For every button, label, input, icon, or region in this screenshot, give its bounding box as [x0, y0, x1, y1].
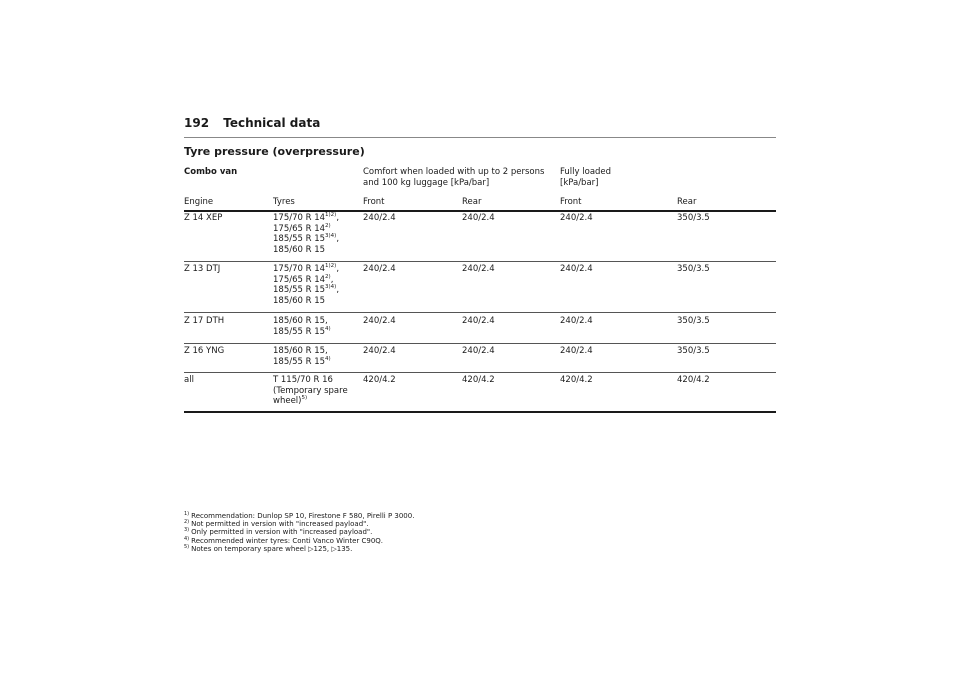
tyre-size: wheel) [273, 396, 302, 406]
tyre-separator: , [330, 274, 334, 285]
column-header-rear: Rear [462, 197, 482, 207]
footnote-reference: 2) [325, 273, 331, 280]
tyre-size: 185/55 R 15 [273, 285, 326, 295]
page-header [184, 116, 320, 130]
cell-pressure: 240/2.4 [560, 213, 593, 223]
cell-pressure: 240/2.4 [560, 346, 593, 356]
row-divider [184, 312, 776, 313]
tyre-size: 185/60 R 15 [273, 295, 326, 306]
tyre-size-line [273, 346, 331, 357]
page-reference[interactable]: 125, [313, 544, 330, 553]
table-bottom-rule [184, 411, 776, 413]
cell-tyres [273, 213, 339, 255]
footnote-reference: 3)4) [325, 284, 337, 290]
footnote-text: Only permitted in version with "increased payload". [191, 528, 373, 537]
footnote-mark: 4) [184, 535, 190, 542]
footnote-reference: 2) [325, 222, 331, 229]
cell-pressure: 240/2.4 [462, 264, 495, 274]
tyre-size-line [273, 234, 339, 245]
footnote [184, 528, 414, 536]
tyre-separator: , [336, 264, 340, 274]
comfort-group-line: and 100 kg luggage [kPa/bar] [363, 177, 490, 188]
cell-pressure: 240/2.4 [363, 316, 396, 326]
footnote-mark: 3) [184, 527, 190, 534]
footnote-reference: 5) [301, 395, 308, 401]
tyre-size-line [273, 327, 331, 338]
full-group-header [560, 167, 611, 188]
footnote-text: Recommendation: Dunlop SP 10, Firestone F 580, Pirelli P 3000. [191, 512, 415, 520]
page-reference-arrow-icon: ▷ [331, 544, 337, 553]
page-reference[interactable]: 135. [336, 544, 353, 553]
footnote-reference: 4) [325, 325, 331, 332]
tyre-size-line [273, 245, 339, 256]
row-divider [184, 343, 776, 344]
cell-engine: Z 17 DTH [184, 316, 225, 326]
cell-pressure: 240/2.4 [462, 213, 495, 223]
tyre-size: 175/65 R 14 [273, 223, 326, 234]
tyre-size-line [273, 316, 331, 327]
tyre-size: 185/60 R 15, [273, 346, 328, 356]
tyre-size: 185/55 R 15 [273, 356, 326, 367]
cell-tyres [273, 316, 331, 337]
cell-pressure: 350/3.5 [677, 316, 710, 326]
tyre-size-line [273, 386, 348, 397]
cell-pressure: 420/4.2 [560, 375, 593, 385]
cell-engine: Z 14 XEP [184, 213, 223, 223]
row-divider [184, 261, 776, 262]
cell-pressure: 240/2.4 [363, 264, 396, 274]
model-label: Combo van [184, 167, 238, 177]
tyre-size: 175/70 R 14 [273, 213, 326, 223]
cell-engine: Z 16 YNG [184, 346, 225, 356]
footnote-reference: 1)2) [325, 263, 337, 269]
page-title: Tyre pressure (overpressure) [184, 145, 365, 158]
tyre-size: 185/55 R 15 [273, 234, 326, 244]
cell-pressure: 420/4.2 [462, 375, 495, 385]
column-header-engine: Engine [184, 197, 214, 207]
tyre-size-line [273, 357, 331, 368]
page-reference-arrow-icon: ▷ [308, 544, 314, 553]
tyre-separator: , [336, 234, 340, 244]
tyre-size: (Temporary spare [273, 385, 348, 396]
column-header-front: Front [560, 197, 582, 207]
cell-tyres [273, 375, 348, 407]
page-number: 192 [184, 116, 210, 130]
cell-pressure: 350/3.5 [677, 346, 710, 356]
tyre-size-line [273, 296, 339, 307]
header-rule [184, 137, 776, 138]
tyre-separator: , [336, 213, 340, 223]
footnote-text: Recommended winter tyres: Conti Vanco Winter C90Q. [191, 536, 384, 545]
cell-pressure: 350/3.5 [677, 264, 710, 274]
row-divider [184, 372, 776, 373]
cell-pressure: 420/4.2 [363, 375, 396, 385]
tyre-size: 175/70 R 14 [273, 264, 326, 274]
tyre-size-line [273, 285, 339, 296]
tyre-separator: , [336, 285, 340, 295]
cell-pressure: 240/2.4 [462, 316, 495, 326]
cell-engine: Z 13 DTJ [184, 264, 221, 274]
cell-pressure: 240/2.4 [363, 213, 396, 223]
footnotes [184, 512, 414, 553]
tyre-size-line [273, 396, 348, 407]
footnote-mark: 5) [184, 543, 190, 550]
cell-engine: all [184, 375, 194, 385]
footnote-text: Not permitted in version with "increased payload". [191, 520, 369, 529]
cell-pressure: 240/2.4 [363, 346, 396, 356]
column-header-front: Front [363, 197, 385, 207]
footnote-reference: 3)4) [325, 233, 337, 239]
tyre-size: 185/55 R 15 [273, 326, 326, 337]
tyre-size: 185/60 R 15, [273, 316, 328, 326]
comfort-group-header [363, 167, 544, 188]
footnote-reference: 1)2) [325, 212, 337, 218]
footnote-mark: 1) [184, 511, 190, 517]
footnote-text: Notes on temporary spare wheel [191, 544, 306, 553]
header-divider [184, 210, 776, 212]
footnote [184, 545, 414, 553]
cell-pressure: 240/2.4 [560, 316, 593, 326]
column-header-rear: Rear [677, 197, 697, 207]
tyre-size: T 115/70 R 16 [273, 375, 333, 385]
tyre-size: 175/65 R 14 [273, 274, 326, 285]
full-group-line: Fully loaded [560, 167, 612, 177]
column-header-tyres: Tyres [273, 197, 295, 207]
cell-pressure: 420/4.2 [677, 375, 710, 385]
comfort-group-line: Comfort when loaded with up to 2 persons [363, 167, 545, 177]
section-title: Technical data [223, 116, 321, 130]
footnote-reference: 4) [325, 355, 331, 362]
footnote [184, 537, 414, 545]
footnote [184, 512, 414, 520]
full-group-line: [kPa/bar] [560, 177, 599, 188]
footnote-mark: 2) [184, 519, 190, 526]
cell-pressure: 240/2.4 [462, 346, 495, 356]
cell-tyres [273, 346, 331, 367]
cell-pressure: 350/3.5 [677, 213, 710, 223]
cell-tyres [273, 264, 339, 306]
tyre-size: 185/60 R 15 [273, 244, 326, 255]
tyre-size-line [273, 375, 348, 386]
cell-pressure: 240/2.4 [560, 264, 593, 274]
